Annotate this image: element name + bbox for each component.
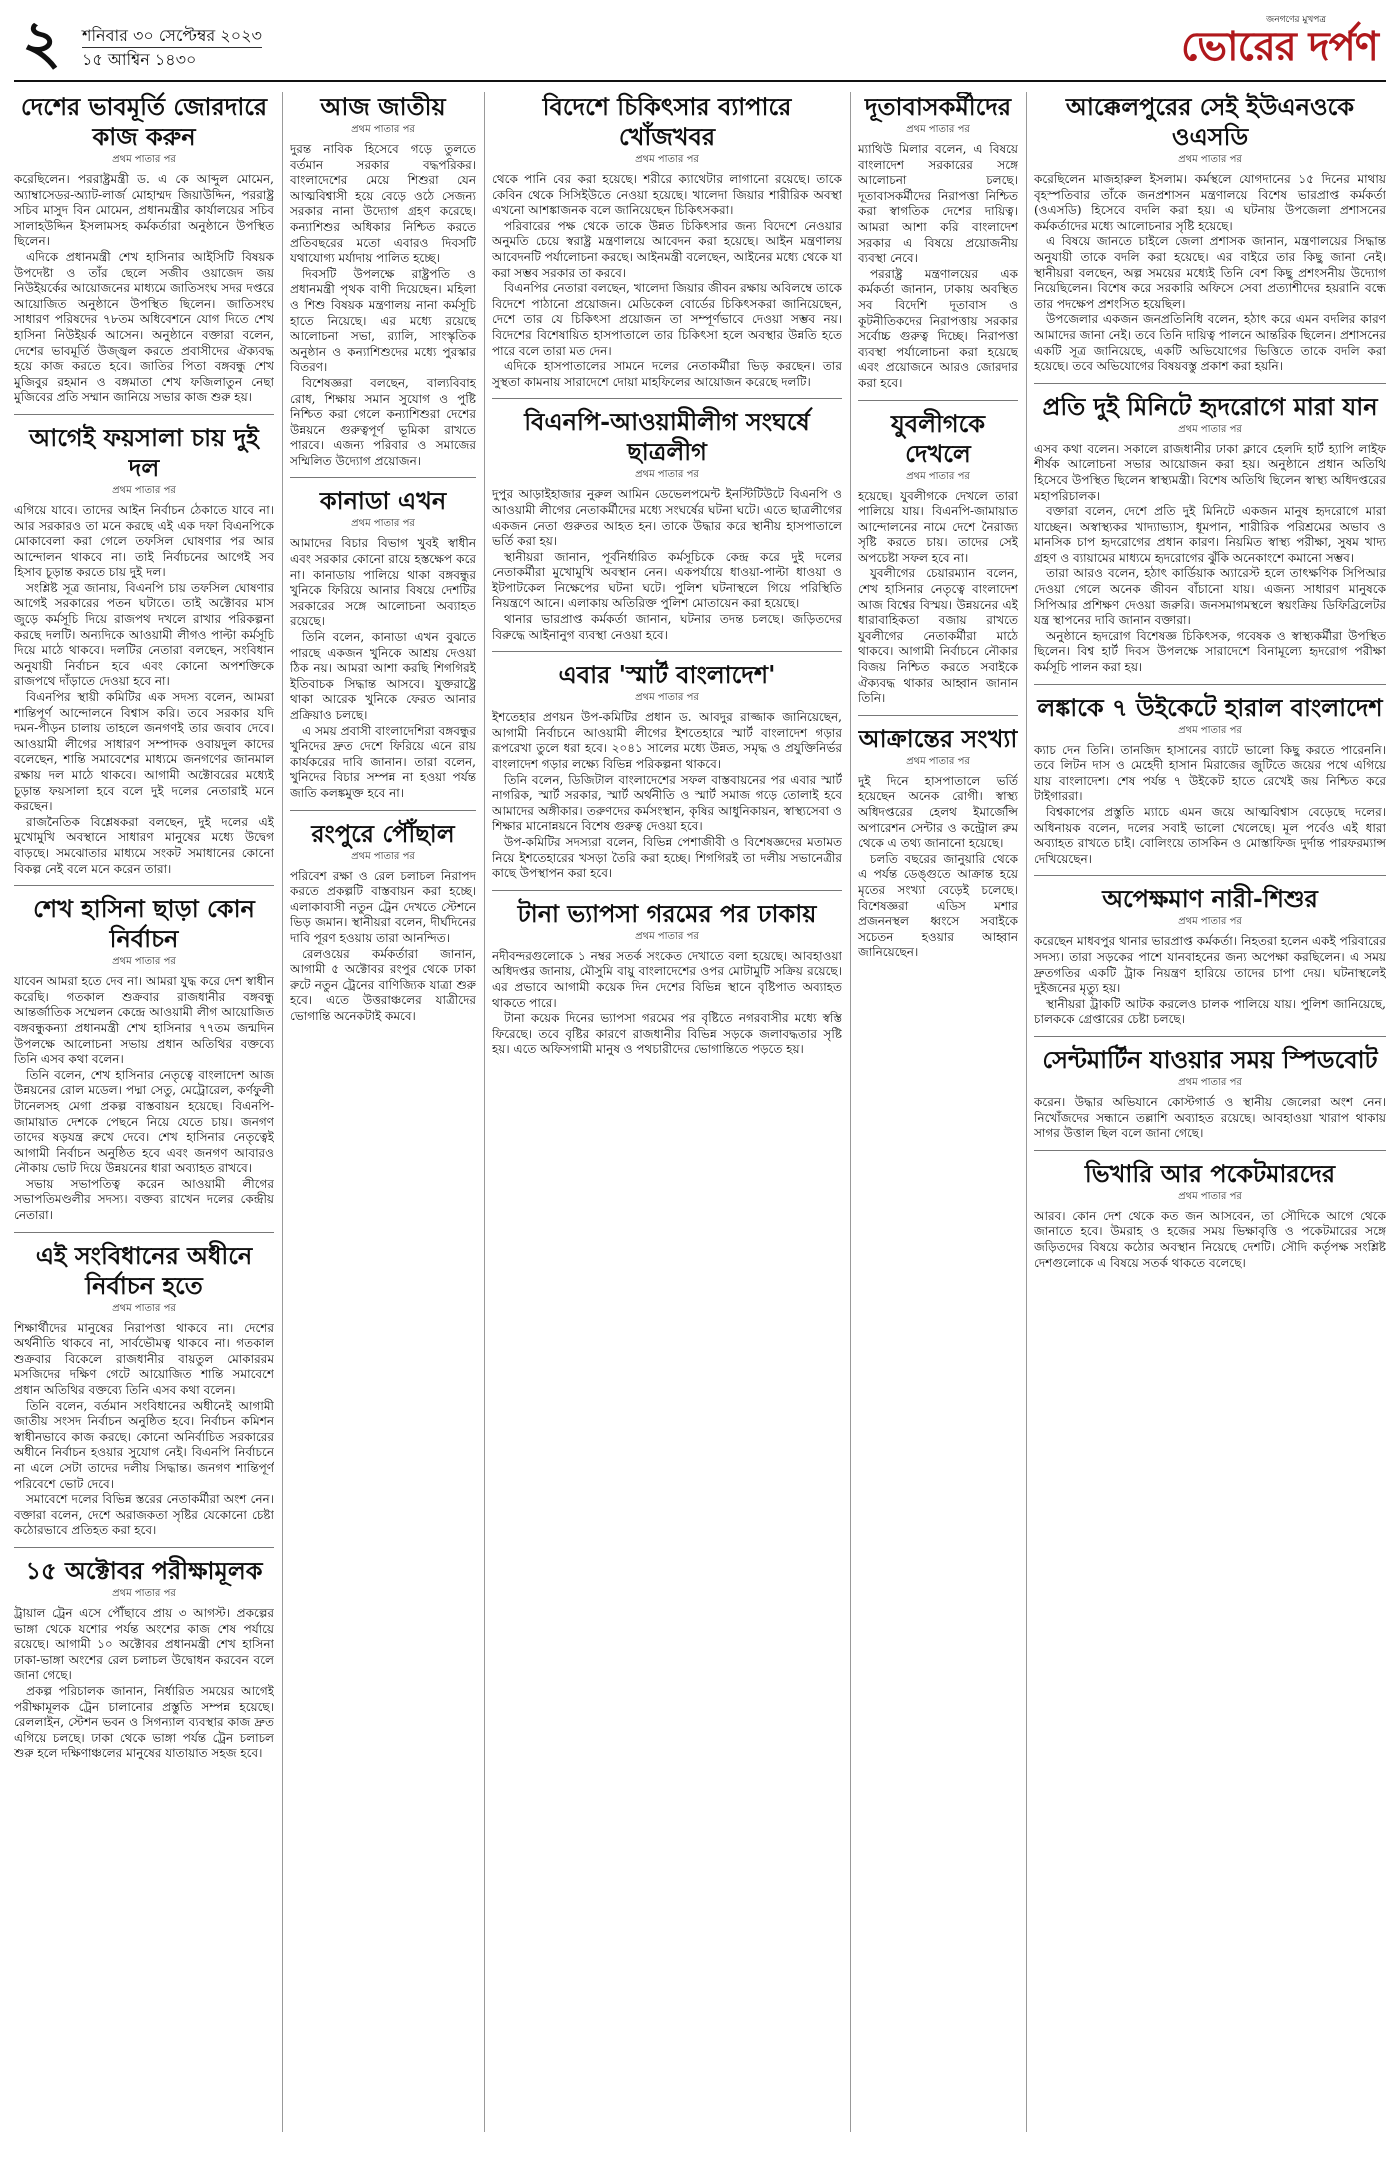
story-paragraph: থেকে পানি বের করা হয়েছে। শরীরে ক্যাথেটার লাগানো রয়েছে। তাকে কেবিন থেকে সিসিইউতে নেওয়া হয়েছে। খালেদা জিয়ার শারীরিক অবস্থা এখনো আশঙ্কাজনক বলে জানিয়েছেন চিকিৎসকরা। [492, 172, 842, 218]
story-separator [1034, 1150, 1386, 1151]
newspaper-logo: ভোরের দর্পণ [1181, 23, 1378, 70]
story-paragraph: তিনি বলেন, ডিজিটাল বাংলাদেশের সফল বাস্তবায়নের পর এবার স্মার্ট নাগরিক, স্মার্ট সরকার, স্মার্ট অর্থনীতি ও স্মার্ট সমাজ গড়ে তোলাই হবে আমাদের অঙ্গীকার। তরুণদের কর্মসংস্থান, কৃষির আধুনিকায়ন, স্বাস্থ্যসেবা ও শিক্ষার মানোন্নয়নে বিশেষ গুরুত্ব দেওয়া হবে। [492, 772, 842, 834]
story-paragraph: অনুষ্ঠানে হৃদরোগ বিশেষজ্ঞ চিকিৎসক, গবেষক ও স্বাস্থ্যকর্মীরা উপস্থিত ছিলেন। বিশ্ব হার্ট দিবস উপলক্ষে সারাদেশে বিনামূল্যে হৃদরোগ পরীক্ষা কর্মসূচি পালন করা হয়। [1034, 628, 1386, 675]
continued-label: প্রথম পাতার পর [112, 956, 176, 968]
story-paragraph: যুবলীগের চেয়ারম্যান বলেন, শেখ হাসিনার নেতৃত্বে বাংলাদেশ আজ বিশ্বের বিস্ময়। উন্নয়নের এই ধারাবাহিকতা বজায় রাখতে যুবলীগের নেতাকর্মীরা মাঠে থাকবে। আগামী নির্বাচনে নৌকার বিজয় নিশ্চিত করতে সবাইকে ঐক্যবদ্ধ থাকার আহ্বান জানান তিনি। [858, 566, 1018, 706]
story-paragraph: ইশতেহার প্রণয়ন উপ-কমিটির প্রধান ড. আবদুর রাজ্জাক জানিয়েছেন, আগামী নির্বাচনে আওয়ামী লীগের ইশতেহারে স্মার্ট বাংলাদেশ গড়ার রূপরেখা তুলে ধরা হবে। ২০৪১ সালের মধ্যে উন্নত, সমৃদ্ধ ও প্রযুক্তিনির্ভর বাংলাদেশ গড়ার লক্ষ্যে বিভিন্ন পরিকল্পনা থাকবে। [492, 710, 842, 772]
story-paragraph: দুই দিনে হাসপাতালে ভর্তি হয়েছেন অনেক রোগী। স্বাস্থ্য অধিদপ্তরের হেলথ ইমার্জেন্সি অপারেশন সেন্টার ও কন্ট্রোল রুম থেকে এ তথ্য জানানো হয়েছে। [858, 773, 1018, 851]
story-headline: দেশের ভাবমূর্তি জোরদারে কাজ করুন [20, 92, 268, 151]
story-paragraph: এগিয়ে যাবে। তাদের আইন নির্বাচন ঠেকাতে যাবে না। আর সরকারও তা মনে করছে এই এক দফা বিএনপিকে মোকাবেলা করা গেলে তফসিল ঘোষণার পর আর আন্দোলন থাকবে না। তাই নির্বাচনের আগেই সব হিসাব চূড়ান্ত করতে চায় দুই দল। [14, 502, 274, 580]
story-headline: টানা ভ্যাপসা গরমের পর ঢাকায় [517, 898, 817, 928]
story-paragraph: করেছিলেন। পররাষ্ট্রমন্ত্রী ড. এ কে আব্দুল মোমেন, অ্যাম্বাসেডর-অ্যাট-লার্জ মোহাম্মদ জিয়াউদ্দিন, পররাষ্ট্র সচিব মাসুদ বিন মোমেন, প্রধানমন্ত্রীর কার্যালয়ের সচিব সালাহউদ্দিন ইসলামসহ কর্মকর্তারা অনুষ্ঠানে উপস্থিত ছিলেন। [14, 172, 274, 249]
story-paragraph: করেছিলেন মাজহারুল ইসলাম। কর্মস্থলে যোগদানের ১৫ দিনের মাথায় বৃহস্পতিবার তাঁকে জনপ্রশাসন মন্ত্রণালয়ে বিশেষ ভারপ্রাপ্ত কর্মকর্তা (ওএসডি) হিসেবে বদলি করা হয়। এ ঘটনায় উপজেলা প্রশাসনের কর্মকর্তাদের মধ্যে আলোচনার সৃষ্টি হয়েছে। [1034, 172, 1386, 233]
story-headline: প্রতি দুই মিনিটে হৃদরোগে মারা যান [1042, 391, 1378, 421]
story-headline: বিদেশে চিকিৎসার ব্যাপারে খোঁজখবর [542, 92, 792, 151]
story-paragraph: এদিকে প্রধানমন্ত্রী শেখ হাসিনার আইসিটি বিষয়ক উপদেষ্টা ও তাঁর ছেলে সজীব ওয়াজেদ জয় নিউইয়র্কের আয়োজনের মাধ্যমে জাতিসংঘ সদর দপ্তরে আয়োজিত অনুষ্ঠানে উপস্থিত ছিলেন। জাতিসংঘ সাধারণ পরিষদের ৭৮তম অধিবেশনে যোগ দিতে শেখ হাসিনা নিউইয়র্ক আসেন। অনুষ্ঠানে বক্তারা বলেন, দেশের ভাবমূর্তি উজ্জ্বল করতে প্রবাসীদের ঐক্যবদ্ধ হয়ে কাজ করতে হবে। জাতির পিতা বঙ্গবন্ধু শেখ মুজিবুর রহমান ও বঙ্গমাতা শেখ ফজিলাতুন নেছা মুজিবের প্রতি সম্মান জানিয়ে সভার কাজ শুরু হয়। [14, 249, 274, 405]
story-headline: ১৫ অক্টোবর পরীক্ষামূলক [25, 1555, 263, 1585]
continued-label: প্রথম পাতার পর [351, 850, 415, 862]
story-paragraph: সভায় সভাপতিত্ব করেন আওয়ামী লীগের সভাপতিমণ্ডলীর সদস্য। বক্তব্য রাখেন দলের কেন্দ্রীয় নেতারা। [14, 1176, 274, 1223]
story-paragraph: বিএনপির নেতারা বলছেন, খালেদা জিয়ার জীবন রক্ষায় অবিলম্বে তাকে বিদেশে পাঠানো প্রয়োজন। মেডিকেল বোর্ডের চিকিৎসকরা জানিয়েছেন, দেশে তার যে চিকিৎসা প্রয়োজন তা সম্পূর্ণভাবে দেওয়া সম্ভব নয়। বিদেশের বিশেষায়িত হাসপাতালে তার চিকিৎসা হলে অবস্থার উন্নতি হতে পারে বলে তারা মত দেন। [492, 281, 842, 358]
story-paragraph: করেছেন মাধবপুর থানার ভারপ্রাপ্ত কর্মকর্তা। নিহতরা হলেন একই পরিবারের সদস্য। তারা সড়কের পাশে যানবাহনের জন্য অপেক্ষা করছিলেন। এ সময় দ্রুতগতির একটি ট্রাক নিয়ন্ত্রণ হারিয়ে তাদের চাপা দেয়। ঘটনাস্থলেই দুইজনের মৃত্যু হয়। [1034, 934, 1386, 996]
news-story [1034, 1159, 1386, 1271]
story-headline: অপেক্ষমাণ নারী-শিশুর [1102, 884, 1318, 914]
story-paragraph: এদিকে হাসপাতালের সামনে দলের নেতাকর্মীরা ভিড় করছেন। তার সুস্থতা কামনায় সারাদেশে দোয়া মাহফিলের আয়োজন করেছে দলটি। [492, 359, 842, 389]
story-paragraph: দুপুর আড়াইহাজার নুরুল আমিন ডেভেলপমেন্ট ইনস্টিটিউটে বিএনপি ও আওয়ামী লীগের নেতাকর্মীদের মধ্যে সংঘর্ষের ঘটনা ঘটে। এতে ছাত্রলীগের একজন নেতা গুরুতর আহত হন। তাকে উদ্ধার করে স্থানীয় হাসপাতালে ভর্তি করা হয়। [492, 487, 842, 549]
continued-label: প্রথম পাতার পর [351, 124, 415, 135]
news-story [14, 423, 274, 877]
story-paragraph: যাবেন আমরা হতে দেব না। আমরা যুদ্ধ করে দেশ স্বাধীন করেছি। গতকাল শুক্রবার রাজধানীর বঙ্গবন্ধু আন্তর্জাতিক সম্মেলন কেন্দ্রে আওয়ামী লীগ আয়োজিত বঙ্গবন্ধুকন্যা প্রধানমন্ত্রী শেখ হাসিনার ৭৭তম জন্মদিন উপলক্ষে আলোচনা সভায় প্রধান অতিথির বক্তব্যে তিনি এসব কথা বলেন। [14, 974, 274, 1067]
story-paragraph: ট্রায়াল ট্রেন এসে পৌঁছাবে প্রায় ৩ আগস্ট। প্রকল্পের ভাঙ্গা থেকে যশোর পর্যন্ত অংশের কাজ শেষ পর্যায়ে রয়েছে। আগামী ১০ অক্টোবর প্রধানমন্ত্রী শেখ হাসিনা ঢাকা-ভাঙ্গা অংশের রেল চলাচল উদ্বোধন করবেন বলে জানা গেছে। [14, 1605, 274, 1683]
story-headline: আক্কেলপুরের সেই ইউএনওকে ওএসডি [1065, 92, 1355, 151]
column-rule [1026, 92, 1027, 2132]
news-story [1034, 392, 1386, 676]
story-paragraph: পররাষ্ট্র মন্ত্রণালয়ের এক কর্মকর্তা জানান, ঢাকায় অবস্থিত সব বিদেশি দূতাবাস ও কূটনীতিকদের নিরাপত্তায় সরকার সর্বোচ্চ গুরুত্ব দিচ্ছে। নিরাপত্তা ব্যবস্থা পর্যালোচনা করা হয়েছে এবং প্রয়োজনে আরও জোরদার করা হবে। [858, 266, 1018, 390]
story-headline: আজ জাতীয় [320, 92, 446, 121]
continued-label: প্রথম পাতার পর [1178, 1076, 1242, 1088]
story-paragraph: ম্যাথিউ মিলার বলেন, এ বিষয়ে বাংলাদেশ সরকারের সঙ্গে আলোচনা চলছে। দূতাবাসকর্মীদের নিরাপত্তা নিশ্চিত করা স্বাগতিক দেশের দায়িত্ব। আমরা আশা করি বাংলাদেশ সরকার এ বিষয়ে প্রয়োজনীয় ব্যবস্থা নেবে। [858, 142, 1018, 266]
story-separator [858, 715, 1018, 716]
news-story [1034, 1045, 1386, 1142]
continued-label: প্রথম পাতার পর [112, 484, 176, 496]
column-5 [1034, 92, 1386, 2132]
date-block [82, 24, 262, 71]
story-paragraph: আরব। কোন দেশ থেকে কত জন আসবেন, তা সৌদিকে আগে থেকে জানাতে হবে। উমরাহ ও হজের সময় ভিক্ষাবৃত্তি ও পকেটমারের সঙ্গে জড়িতদের বিষয়ে কঠোর অবস্থান নিয়েছে দেশটি। সৌদি কর্তৃপক্ষ সংশ্লিষ্ট দেশগুলোকে এ বিষয়ে সতর্ক থাকতে বলেছে। [1034, 1208, 1386, 1270]
story-paragraph: আমাদের বিচার বিভাগ খুবই স্বাধীন এবং সরকার কোনো রায়ে হস্তক্ষেপ করে না। কানাডায় পালিয়ে থাকা বঙ্গবন্ধুর খুনিকে ফিরিয়ে আনার বিষয়ে দেশটির সরকারের সঙ্গে আলোচনা অব্যাহত রয়েছে। [290, 536, 476, 629]
news-story [858, 409, 1018, 707]
story-separator [14, 885, 274, 886]
news-story [858, 92, 1018, 392]
story-paragraph: এসব কথা বলেন। সকালে রাজধানীর ঢাকা ক্লাবে হেলদি হার্ট হ্যাপি লাইফ শীর্ষক আলোচনা সভার আয়োজন করা হয়। অনুষ্ঠানে প্রধান অতিথি হিসেবে উপস্থিত ছিলেন স্বাস্থ্যমন্ত্রী। বিশেষ অতিথি ছিলেন স্বাস্থ্য অধিদপ্তরের মহাপরিচালক। [1034, 441, 1386, 503]
story-headline: আক্রান্তের সংখ্যা [858, 723, 1018, 753]
story-headline: এবার 'স্মার্ট বাংলাদেশ' [558, 660, 776, 690]
continued-label: প্রথম পাতার পর [635, 930, 699, 942]
continued-label: প্রথম পাতার পর [635, 469, 699, 481]
story-headline: লঙ্কাকে ৭ উইকেটে হারাল বাংলাদেশ [1037, 692, 1383, 722]
story-paragraph: প্রকল্প পরিচালক জানান, নির্ধারিত সময়ের আগেই পরীক্ষামূলক ট্রেন চালানোর প্রস্তুতি সম্পন্ন হয়েছে। রেললাইন, স্টেশন ভবন ও সিগন্যাল ব্যবস্থার কাজ দ্রুত এগিয়ে চলছে। ঢাকা থেকে ভাঙ্গা পর্যন্ত ট্রেন চলাচল শুরু হলে দক্ষিণাঞ্চলের মানুষের যাতায়াত সহজ হবে। [14, 1683, 274, 1761]
story-paragraph: থানার ভারপ্রাপ্ত কর্মকর্তা জানান, ঘটনার তদন্ত চলছে। জড়িতদের বিরুদ্ধে আইনানুগ ব্যবস্থা নেওয়া হবে। [492, 612, 842, 642]
story-paragraph: রেলওয়ের কর্মকর্তারা জানান, আগামী ৫ অক্টোবর রংপুর থেকে ঢাকা রুটে নতুন ট্রেনের বাণিজ্যিক যাত্রা শুরু হবে। এতে উত্তরাঞ্চলের যাত্রীদের ভোগান্তি অনেকটাই কমবে। [290, 946, 476, 1023]
continued-label: প্রথম পাতার পর [635, 154, 699, 165]
story-paragraph: তিনি বলেন, শেখ হাসিনার নেতৃত্বে বাংলাদেশ আজ উন্নয়নের রোল মডেল। পদ্মা সেতু, মেট্রোরেল, কর্ণফুলী টানেলসহ মেগা প্রকল্প বাস্তবায়ন হয়েছে। বিএনপি-জামায়াত দেশকে পেছনে নিয়ে যেতে চায়। জনগণ তাদের ষড়যন্ত্র রুখে দেবে। শেখ হাসিনার নেতৃত্বেই আগামী নির্বাচন অনুষ্ঠিত হবে এবং জনগণ আবারও নৌকায় ভোট দিয়ে উন্নয়নের ধারা অব্যাহত রাখবে। [14, 1067, 274, 1176]
story-headline: ভিখারি আর পকেটমারদের [1084, 1158, 1336, 1188]
story-paragraph: বক্তারা বলেন, দেশে প্রতি দুই মিনিটে একজন মানুষ হৃদরোগে মারা যাচ্ছেন। অস্বাস্থ্যকর খাদ্যাভ্যাস, ধূমপান, শারীরিক পরিশ্রমের অভাব ও মানসিক চাপ হৃদরোগের প্রধান কারণ। নিয়মিত স্বাস্থ্য পরীক্ষা, সুষম খাদ্য গ্রহণ ও ব্যায়ামের মাধ্যমে হৃদরোগের ঝুঁকি অনেকাংশে কমানো সম্ভব। [1034, 504, 1386, 565]
continued-label: প্রথম পাতার পর [112, 154, 176, 165]
continued-label: প্রথম পাতার পর [112, 1587, 176, 1599]
story-headline: আগেই ফয়সালা চায় দুই দল [29, 422, 259, 482]
continued-label: প্রথম পাতার পর [1178, 423, 1242, 435]
news-story [492, 407, 842, 643]
story-paragraph: তিনি বলেন, কানাডা এখন বুঝতে পারছে একজন খুনিকে আশ্রয় দেওয়া ঠিক নয়। আমরা আশা করছি শিগগিরই ইতিবাচক সিদ্ধান্ত আসবে। যুক্তরাষ্ট্রে থাকা আরেক খুনিকে ফেরত আনার প্রক্রিয়াও চলছে। [290, 630, 476, 722]
news-story [858, 724, 1018, 961]
news-story [1034, 92, 1386, 375]
news-story [1034, 693, 1386, 868]
story-paragraph: নদীবন্দরগুলোকে ১ নম্বর সতর্ক সংকেত দেখাতে বলা হয়েছে। আবহাওয়া অধিদপ্তর জানায়, মৌসুমি বায়ু বাংলাদেশের ওপর মোটামুটি সক্রিয় রয়েছে। এর প্রভাবে আগামী কয়েক দিন দেশের বিভিন্ন স্থানে বৃষ্টিপাত অব্যাহত থাকতে পারে। [492, 948, 842, 1010]
story-separator [492, 398, 842, 399]
story-separator [492, 651, 842, 652]
story-paragraph: স্থানীয়রা ট্রাকটি আটক করলেও চালক পালিয়ে যায়। পুলিশ জানিয়েছে, চালককে গ্রেপ্তারের চেষ্টা চলছে। [1034, 996, 1386, 1027]
continued-label: প্রথম পাতার পর [1178, 724, 1242, 736]
story-paragraph: শিক্ষার্থীদের মানুষের নিরাপত্তা থাকবে না। দেশের অর্থনীতি থাকবে না, সার্বভৌমত্ব থাকবে না। গতকাল শুক্রবার বিকেলে রাজধানীর বায়তুল মোকাররম মসজিদের দক্ষিণ গেটে আয়োজিত শান্তি সমাবেশে প্রধান অতিথির বক্তব্যে তিনি এসব কথা বলেন। [14, 1320, 274, 1398]
column-3 [492, 92, 842, 2132]
story-paragraph: টানা কয়েক দিনের ভ্যাপসা গরমের পর বৃষ্টিতে নগরবাসীর মধ্যে স্বস্তি ফিরেছে। তবে বৃষ্টির কারণে রাজধানীর বিভিন্ন সড়কে জলাবদ্ধতার সৃষ্টি হয়। এতে অফিসগামী মানুষ ও পথচারীদের ভোগান্তিতে পড়তে হয়। [492, 1011, 842, 1057]
story-separator [14, 414, 274, 415]
story-paragraph: দুরন্ত নাবিক হিসেবে গড়ে তুলতে বর্তমান সরকার বদ্ধপরিকর। বাংলাদেশের মেয়ে শিশুরা যেন আত্মবিশ্বাসী হয়ে বেড়ে ওঠে সেজন্য সরকার নানা উদ্যোগ গ্রহণ করেছে। কন্যাশিশুর অধিকার নিশ্চিত করতে প্রতিবছরের মতো এবারও দিবসটি যথাযোগ্য মর্যাদায় পালিত হচ্ছে। [290, 142, 476, 266]
logo-tagline: জনগণের মুখপত্র [1266, 15, 1326, 25]
news-story [290, 819, 476, 1025]
masthead [14, 8, 1386, 82]
story-separator [14, 1547, 274, 1548]
story-paragraph: উপজেলার একজন জনপ্রতিনিধি বলেন, হঠাৎ করে এমন বদলির কারণ আমাদের জানা নেই। তবে তিনি দায়িত্ব পালনে আন্তরিক ছিলেন। প্রশাসনের একটি সূত্র জানিয়েছে, একটি অভিযোগের ভিত্তিতে তাকে বদলি করা হয়েছে। তবে অভিযোগের বিষয়বস্তু প্রকাশ করা হয়নি। [1034, 312, 1386, 374]
story-headline: সেন্টমার্টিন যাওয়ার সময় স্পিডবোট [1042, 1044, 1378, 1074]
story-separator [1034, 383, 1386, 384]
story-paragraph: বিএনপির স্থায়ী কমিটির এক সদস্য বলেন, আমরা শান্তিপূর্ণ আন্দোলনে বিশ্বাস করি। তবে সরকার যদি দমন-পীড়ন চালায় তাহলে জনগণই তার জবাব দেবে। আওয়ামী লীগের সাধারণ সম্পাদক ওবায়দুল কাদের বলেছেন, শান্তি সমাবেশের মাধ্যমে জনগণের জানমাল রক্ষায় দল মাঠে থাকবে। আগামী অক্টোবরের মধ্যেই চূড়ান্ত ফয়সালা হবে বলে দুই দলের নেতারাই মনে করছেন। [14, 690, 274, 814]
story-headline: কানাডা এখন [319, 486, 447, 516]
column-2 [290, 92, 476, 2132]
continued-label: প্রথম পাতার পর [351, 518, 415, 530]
story-headline: দূতাবাসকর্মীদের [864, 92, 1012, 121]
column-4 [858, 92, 1018, 2132]
continued-label: প্রথম পাতার পর [906, 755, 970, 767]
news-story [14, 1241, 274, 1539]
story-akkelpur [1034, 92, 1386, 375]
story-paragraph: উপ-কমিটির সদস্যরা বলেন, বিভিন্ন পেশাজীবী ও বিশেষজ্ঞদের মতামত নিয়ে ইশতেহারের খসড়া তৈরি করা হচ্ছে। শিগগিরই তা দলীয় সভানেত্রীর কাছে উপস্থাপন করা হবে। [492, 835, 842, 881]
story-separator [858, 400, 1018, 401]
continued-label: প্রথম পাতার পর [906, 470, 970, 482]
news-story [14, 894, 274, 1224]
column-1 [14, 92, 274, 2132]
story-separator [14, 1232, 274, 1233]
story-paragraph: ক্যাচ দেন তিনি। তানজিদ হাসানের ব্যাটে ভালো কিছু করতে পারেননি। তবে লিটন দাস ও মেহেদী হাসান মিরাজের জুটিতে জয়ের পথে এগিয়ে যায় বাংলাদেশ। শেষ পর্যন্ত ৭ উইকেট হাতে রেখেই জয় নিশ্চিত করে টাইগাররা। [1034, 742, 1386, 804]
date-gregorian: শনিবার ৩০ সেপ্টেম্বর ২০২৩ [82, 26, 262, 45]
news-story [290, 486, 476, 801]
story-paragraph: হয়েছে। যুবলীগকে দেখলে তারা পালিয়ে যায়। বিএনপি-জামায়াত আন্দোলনের নামে দেশে নৈরাজ্য সৃষ্টি করতে চায়। তাদের সেই অপচেষ্টা সফল হবে না। [858, 488, 1018, 565]
story-paragraph: এ সময় প্রবাসী বাংলাদেশিরা বঙ্গবন্ধুর খুনিদের দ্রুত দেশে ফিরিয়ে এনে রায় কার্যকরের দাবি জানান। তারা বলেন, খুনিদের বিচার সম্পন্ন না হওয়া পর্যন্ত জাতি কলঙ্কমুক্ত হবে না। [290, 723, 476, 800]
story-paragraph: এ বিষয়ে জানতে চাইলে জেলা প্রশাসক জানান, মন্ত্রণালয়ের সিদ্ধান্ত অনুযায়ী তাকে বদলি করা হয়েছে। এর বাইরে তার কিছু জানা নেই। স্থানীয়রা বলছেন, অল্প সময়ের মধ্যেই তিনি বেশ কিছু প্রশংসনীয় উদ্যোগ নিয়েছিলেন। বিশেষ করে সরকারি অফিসে সেবা প্রত্যাশীদের হয়রানি বন্ধে তার পদক্ষেপ প্রশংসিত হয়েছিল। [1034, 234, 1386, 311]
story-paragraph: স্থানীয়রা জানান, পূর্বনির্ধারিত কর্মসূচিকে কেন্দ্র করে দুই দলের নেতাকর্মীরা মুখোমুখি অবস্থান নেন। একপর্যায়ে ধাওয়া-পাল্টা ধাওয়া ও ইটপাটকেল নিক্ষেপের ঘটনা ঘটে। পুলিশ ঘটনাস্থলে গিয়ে পরিস্থিতি নিয়ন্ত্রণে আনে। এলাকায় অতিরিক্ত পুলিশ মোতায়েন করা হয়েছে। [492, 549, 842, 611]
story-headline: রংপুরে পৌঁছাল [311, 818, 455, 848]
story-paragraph: তারা আরও বলেন, হঠাৎ কার্ডিয়াক অ্যারেস্ট হলে তাৎক্ষণিক সিপিআর দেওয়া গেলে অনেক জীবন বাঁচানো যায়। এজন্য সাধারণ মানুষকে সিপিআর প্রশিক্ষণ দেওয়া জরুরি। জনসমাগমস্থলে স্বয়ংক্রিয় ডিফিব্রিলেটর যন্ত্র স্থাপনের দাবি জানান বক্তারা। [1034, 566, 1386, 628]
story-paragraph: চলতি বছরের জানুয়ারি থেকে এ পর্যন্ত ডেঙ্গুতে আক্রান্ত হয়ে মৃতের সংখ্যা বেড়েই চলেছে। বিশেষজ্ঞরা এডিস মশার প্রজননস্থল ধ্বংসে সবাইকে সচেতন হওয়ার আহ্বান জানিয়েছেন। [858, 851, 1018, 960]
story-separator [1034, 684, 1386, 685]
continued-label: প্রথম পাতার পর [1178, 154, 1242, 165]
story-paragraph: পরিবারের পক্ষ থেকে তাকে উন্নত চিকিৎসার জন্য বিদেশে নেওয়ার অনুমতি চেয়ে স্বরাষ্ট্র মন্ত্রণালয়ে আবেদন করা হয়েছে। আইন মন্ত্রণালয় আবেদনটি পর্যালোচনা করছে। আইনমন্ত্রী বলেছেন, আইনের মধ্যে থেকে যা করা সম্ভব সরকার তা করবে। [492, 218, 842, 280]
story-headline: বিএনপি-আওয়ামীলীগ সংঘর্ষে ছাত্রলীগ [524, 407, 810, 467]
story-paragraph: দিবসটি উপলক্ষে রাষ্ট্রপতি ও প্রধানমন্ত্রী পৃথক বাণী দিয়েছেন। মহিলা ও শিশু বিষয়ক মন্ত্রণালয় নানা কর্মসূচি হাতে নিয়েছে। এর মধ্যে রয়েছে আলোচনা সভা, র‍্যালি, সাংস্কৃতিক অনুষ্ঠান ও কন্যাশিশুদের মধ্যে পুরস্কার বিতরণ। [290, 266, 476, 375]
story-paragraph: করেন। উদ্ধার অভিযানে কোস্টগার্ড ও স্থানীয় জেলেরা অংশ নেন। নিখোঁজদের সন্ধানে তল্লাশি অব্যাহত রয়েছে। আবহাওয়া খারাপ থাকায় সাগর উত্তাল ছিল বলে জানা গেছে। [1034, 1094, 1386, 1141]
story-paragraph: বিশেষজ্ঞরা বলছেন, বাল্যবিবাহ রোধ, শিক্ষায় সমান সুযোগ ও পুষ্টি নিশ্চিত করা গেলে কন্যাশিশুরা দেশের উন্নয়নে গুরুত্বপূর্ণ ভূমিকা রাখতে পারবে। এজন্য পরিবার ও সমাজের সম্মিলিত উদ্যোগ প্রয়োজন। [290, 375, 476, 468]
continued-label: প্রথম পাতার পর [906, 124, 970, 135]
newspaper-page [14, 8, 1386, 2136]
news-story [492, 899, 842, 1058]
continued-label: প্রথম পাতার পর [635, 692, 699, 704]
story-separator [290, 477, 476, 478]
story-paragraph: সংশ্লিষ্ট সূত্র জানায়, বিএনপি চায় তফসিল ঘোষণার আগেই সরকারের পতন ঘটাতে। তাই অক্টোবর মাস জুড়ে কর্মসূচি দিয়ে রাজপথ দখলে রাখার পরিকল্পনা করছে দলটি। অন্যদিকে আওয়ামী লীগও পাল্টা কর্মসূচি দিয়ে মাঠে থাকবে। দলটির নেতারা বলছেন, সংবিধান অনুযায়ী নির্বাচন হবে এবং কোনো অপশক্তিকে রাজপথে দাঁড়াতে দেওয়া হবে না। [14, 580, 274, 689]
story-paragraph: রাজনৈতিক বিশ্লেষকরা বলছেন, দুই দলের এই মুখোমুখি অবস্থানে সাধারণ মানুষের মধ্যে উদ্বেগ বাড়ছে। সমঝোতার মাধ্যমে সংকট সমাধানের কোনো বিকল্প নেই বলে মনে করেন তারা। [14, 814, 274, 876]
continued-label: প্রথম পাতার পর [1178, 916, 1242, 928]
news-story [492, 660, 842, 882]
news-story [14, 92, 274, 406]
news-story [1034, 884, 1386, 1028]
column-rule [850, 92, 851, 2132]
story-separator [290, 810, 476, 811]
column-rule [282, 92, 283, 2132]
page-number: ২ [22, 8, 62, 78]
story-headline: এই সংবিধানের অধীনে নির্বাচন হতে [35, 1240, 253, 1300]
story-separator [1034, 875, 1386, 876]
news-story [14, 1556, 274, 1762]
continued-label: প্রথম পাতার পর [112, 1302, 176, 1314]
date-bengali: ১৫ আশ্বিন ১৪৩০ [82, 47, 262, 71]
story-paragraph: সমাবেশে দলের বিভিন্ন স্তরের নেতাকর্মীরা অংশ নেন। বক্তারা বলেন, দেশে অরাজকতা সৃষ্টির যেকোনো চেষ্টা কঠোরভাবে প্রতিহত করা হবে। [14, 1492, 274, 1538]
story-separator [492, 890, 842, 891]
story-paragraph: তিনি বলেন, বর্তমান সংবিধানের অধীনেই আগামী জাতীয় সংসদ নির্বাচন অনুষ্ঠিত হবে। নির্বাচন কমিশন স্বাধীনভাবে কাজ করছে। কোনো অনির্বাচিত সরকারের অধীনে নির্বাচন হওয়ার সুযোগ নেই। বিএনপি নির্বাচনে না এলে সেটা তাদের দলীয় সিদ্ধান্ত। জনগণ শান্তিপূর্ণ পরিবেশে ভোট দেবে। [14, 1398, 274, 1491]
story-separator [1034, 1036, 1386, 1037]
story-paragraph: বিশ্বকাপের প্রস্তুতি ম্যাচে এমন জয়ে আত্মবিশ্বাস বেড়েছে দলের। অধিনায়ক বলেন, দলের সবাই ভালো খেলেছে। মূল পর্বেও এই ধারা অব্যাহত রাখতে চাই। বোলিংয়ে তাসকিন ও মোস্তাফিজ দুর্দান্ত পারফরম্যান্স দেখিয়েছেন। [1034, 805, 1386, 866]
story-headline: যুবলীগকে দেখলে [890, 408, 986, 468]
right-lower-stories [1034, 693, 1386, 1271]
news-story [290, 92, 476, 469]
column-rule [484, 92, 485, 2132]
story-headline: শেখ হাসিনা ছাড়া কোন নির্বাচন [33, 894, 255, 954]
continued-label: প্রথম পাতার পর [1178, 1190, 1242, 1202]
news-story [492, 92, 842, 390]
story-paragraph: পরিবেশ রক্ষা ও রেল চলাচল নিরাপদ করতে প্রকল্পটি বাস্তবায়ন করা হচ্ছে। এলাকাবাসী নতুন ট্রেন দেখতে স্টেশনে ভিড় জমান। স্থানীয়রা বলেন, দীর্ঘদিনের দাবি পূরণ হওয়ায় তারা আনন্দিত। [290, 868, 476, 945]
story-heart-disease [1034, 392, 1386, 676]
